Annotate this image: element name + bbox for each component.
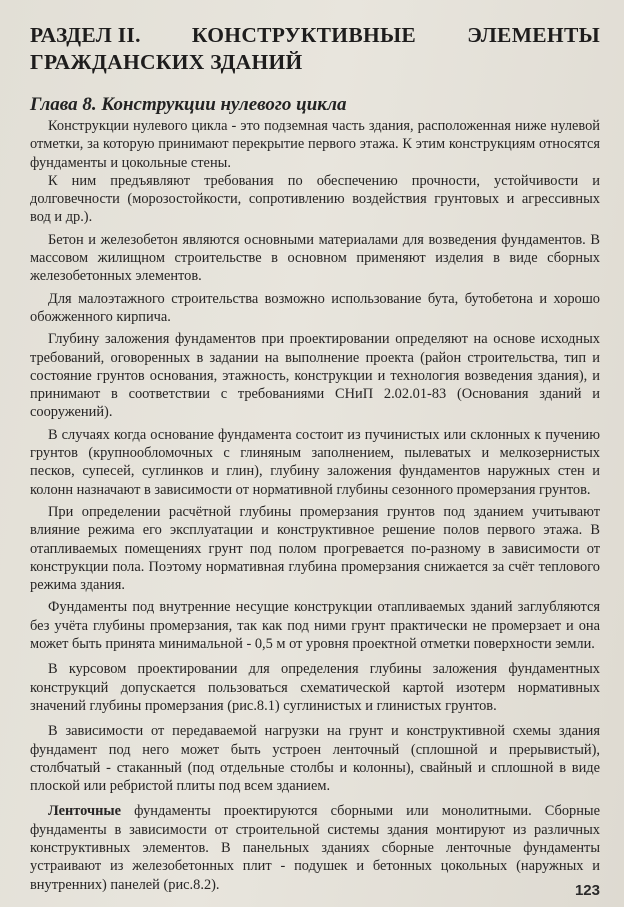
chapter-title: Глава 8. Конструкции нулевого цикла: [30, 94, 347, 115]
page-number: 123: [574, 882, 600, 899]
paragraph: В зависимости от передаваемой нагрузки на грунт и конструктивной схемы здания фундамент под него может быть устроен ленточный (сплошной и прерывистый), столбчатый - стаканный (под отдельные столбы и колонны), свайный и сплошной в виде плоской или ребристой плиты под всем зданием.: [30, 723, 600, 795]
bold-lead-term: Ленточные: [48, 803, 122, 820]
paragraph: Бетон и железобетон являются основными материалами для возведения фундаментов. В массовом жилищном строительстве в основном применяют изделия в виде сборных железобетонных элементов.: [30, 231, 600, 285]
section-heading-word2: КОНСТРУКТИВНЫЕ: [191, 23, 417, 47]
paragraph: К ним предъявляют требования по обеспечению прочности, устойчивости и долговечности (морозостойкости, сопротивлению воздействия грунтовых и агрессивных вод и др.).: [30, 172, 600, 226]
paragraph: При определении расчётной глубины промерзания грунтов под зданием учитывают влияние режима его эксплуатации и конструктивное решение полов первого этажа. В отапливаемых помещениях грунт под полом прогревается по-разному в зависимости от конструкции пола. Поэтому нормативная глубина промерзания снижается за счёт теплового режима здания.: [30, 503, 600, 594]
paragraph: Глубину заложения фундаментов при проектировании определяют на основе исходных требований, оговоренных в задании на выполнение проекта (район строительства, тип и состояние грунтов основания, этажность, конструкции и технология возведения здания), и принимают в соответствии с требованиями СНиП 2.02.01-83 (Основания зданий и сооружений).: [30, 331, 600, 421]
paragraph: Для малоэтажного строительства возможно использование бута, бутобетона и хорошо обожженного кирпича.: [30, 290, 600, 325]
section-heading-word1: РАЗДЕЛ II.: [30, 23, 141, 47]
paragraph-last: [30, 802, 600, 893]
paragraph: Конструкции нулевого цикла - это подземная часть здания, расположенная ниже нулевой отметки, за которую принимают перекрытие первого этажа. К этим конструкциям относятся фундаменты и цокольные стены.: [30, 118, 600, 171]
paragraph: Фундаменты под внутренние несущие конструкции отапливаемых зданий заглубляются без учёта глубины промерзания, так как под ними грунт практически не промерзает и она может быть принята минимальной - 0,5 м от уровня проектной отметки поверхности земли.: [30, 599, 600, 653]
body-text: [30, 117, 600, 894]
section-heading-line1: [30, 22, 600, 49]
section-heading-line2: ГРАЖДАНСКИХ ЗДАНИЙ: [30, 50, 303, 74]
section-heading-word3: ЭЛЕМЕНТЫ: [467, 23, 600, 47]
paragraph: В курсовом проектировании для определения глубины заложения фундаментных конструкций допускается пользоваться схематической картой изотерм нормативных значений глубины промерзания (рис.8.1) суглинистых и глинистых грунтов.: [30, 661, 600, 714]
section-heading: [30, 22, 600, 76]
paragraph: В случаях когда основание фундамента состоит из пучинистых или склонных к пучению грунтов (крупнообломочных с глиняным заполнением, пылеватых и мелкозернистых песков, супесей, суглинков и глин), глубину заложения фундаментов наружных стен и колонн назначают в зависимости от нормативной глубины сезонного промерзания грунтов.: [30, 426, 600, 498]
paragraph-rest: фундаменты проектируются сборными или монолитными. Сборные фундаменты в зависимости от строительной системы здания монтируют из различных конструктивных элементов. В панельных зданиях сборные ленточные фундаменты устраивают из железобетонных плит - подушек и бетонных цокольных (наружных и внутренних) панелей (рис.8.2).: [30, 803, 600, 893]
